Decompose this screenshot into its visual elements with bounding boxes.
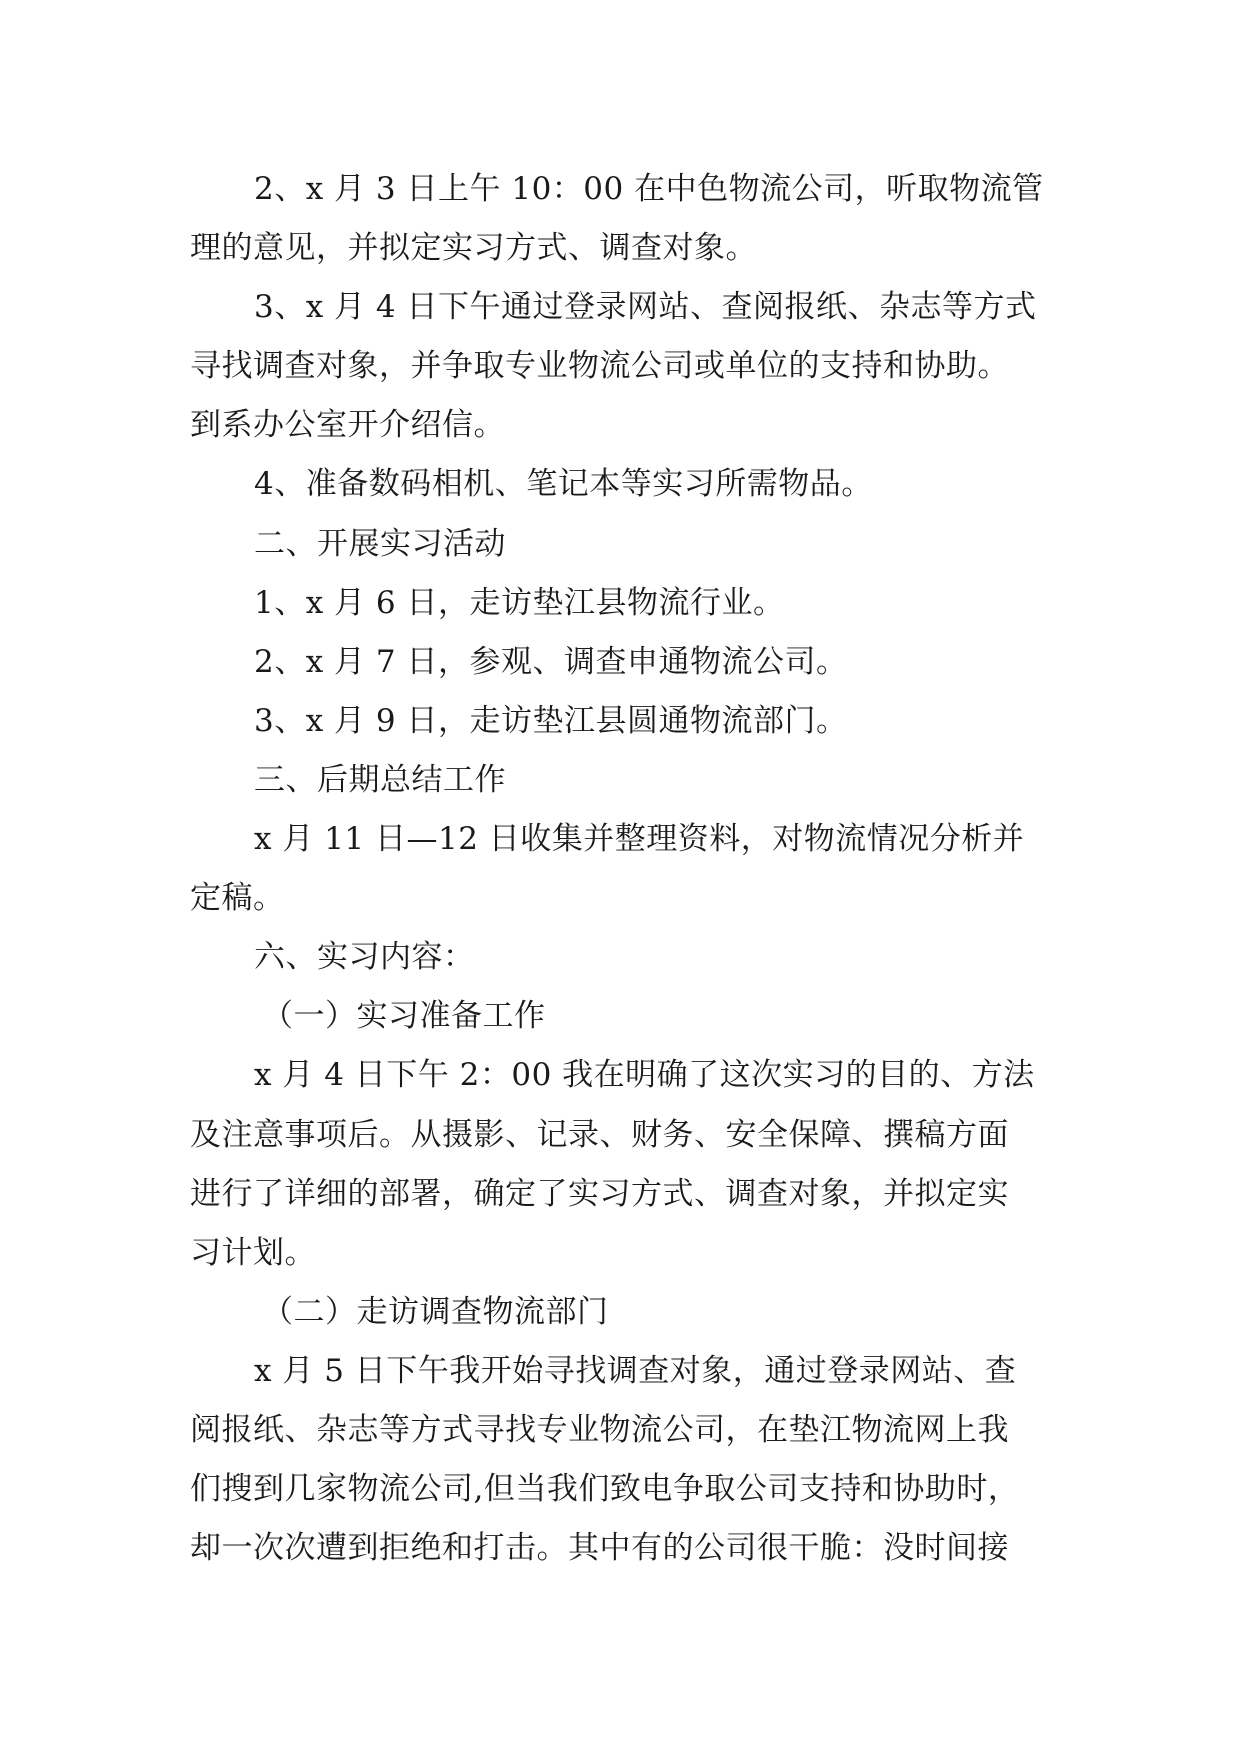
text-line: 习计划。: [190, 1234, 316, 1271]
text-line: 1、x 月 6 日，走访垫江县物流行业。: [254, 584, 785, 621]
text-line: 3、x 月 4 日下午通过登录网站、查阅报纸、杂志等方式: [254, 289, 1037, 326]
text-line: 到系办公室开介绍信。: [190, 407, 505, 444]
section-heading: 三、后期总结工作: [254, 761, 506, 798]
text-line: 们搜到几家物流公司,但当我们致电争取公司支持和协助时，: [190, 1471, 1020, 1508]
text-line: 进行了详细的部署，确定了实习方式、调查对象，并拟定实: [190, 1175, 1009, 1212]
text-line: 4、准备数码相机、笔记本等实习所需物品。: [254, 466, 873, 503]
text-line: 定稿。: [190, 880, 285, 917]
text-line: 及注意事项后。从摄影、记录、财务、安全保障、撰稿方面: [190, 1116, 1009, 1153]
text-line: x 月 4 日下午 2：00 我在明确了这次实习的目的、方法: [254, 1057, 1035, 1094]
text-line: 理的意见，并拟定实习方式、调查对象。: [190, 230, 757, 267]
document-body: [190, 160, 1090, 1578]
text-line: 2、x 月 7 日，参观、调查申通物流公司。: [254, 643, 848, 680]
text-line: 阅报纸、杂志等方式寻找专业物流公司，在垫江物流网上我: [190, 1411, 1009, 1448]
subsection-heading: （二）走访调查物流部门: [262, 1293, 609, 1330]
subsection-heading: （一）实习准备工作: [262, 998, 546, 1035]
text-line: 却一次次遭到拒绝和打击。其中有的公司很干脆：没时间接: [190, 1530, 1009, 1567]
text-line: 寻找调查对象，并争取专业物流公司或单位的支持和协助。: [190, 348, 1009, 385]
text-line: 2、x 月 3 日上午 10：00 在中色物流公司，听取物流管: [254, 171, 1044, 207]
text-line: x 月 5 日下午我开始寻找调查对象，通过登录网站、查: [254, 1352, 1017, 1389]
section-heading: 六、实习内容：: [254, 939, 475, 976]
text-line: x 月 11 日—12 日收集并整理资料，对物流情况分析并: [254, 821, 1025, 858]
text-line: 3、x 月 9 日，走访垫江县圆通物流部门。: [254, 702, 848, 739]
section-heading: 二、开展实习活动: [254, 525, 506, 562]
